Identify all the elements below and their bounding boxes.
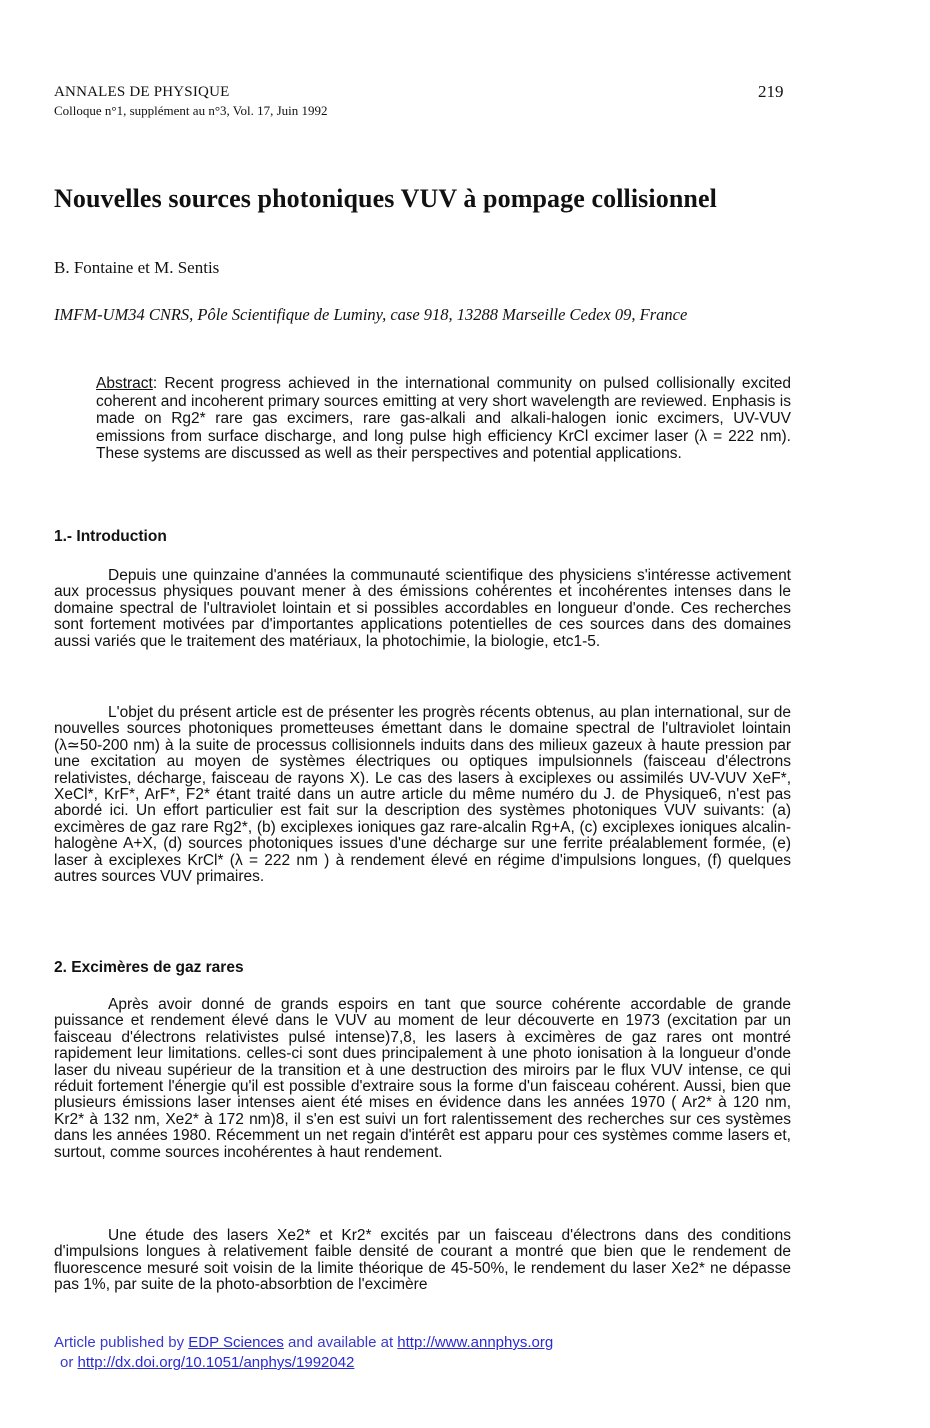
publisher-link[interactable]: EDP Sciences	[188, 1334, 284, 1351]
paragraph-intro-2: L'objet du présent article est de présenter les progrès récents obtenus, au plan international, sur de nouvelles sources photoniques prometteuses émettant dans le domaine spectral de l'ultraviolet lointain (λ≃50-200 nm) à la suite de processus collisionnels induits dans des milieux gazeux à haute pression par une excitation au moyen de systèmes électriques ou optiques impulsionnels (faisceau d'électrons relativistes, décharge, faisceau de rayons X). Le cas des lasers à exciplexes ou assimilés UV-VUV XeF*, XeCl*, KrF*, ArF*, F2* étant traité dans un autre article du même numéro du J. de Physique6, n'est pas abordé ici. Un effort particulier est fait sur la description des systèmes photoniques VUV suivants: (a) excimères de gaz rare Rg2*, (b) exciplexes ioniques gaz rare-alcalin Rg+A, (c) exciplexes ioniques alcalin-halogène A+X, (d) sources photoniques issues d'une décharge sur une ferrite préalablement formée, (e) laser à exciplexes KrCl* (λ = 222 nm ) à rendement élevé en régime d'impulsions longues, (f) quelques autres sources VUV primaires.	[54, 704, 791, 886]
paragraph-excimeres-2: Une étude des lasers Xe2* et Kr2* excités par un faisceau d'électrons dans des conditions d'impulsions longues à relativement faible densité de courant a montré que bien que le rendement de fluorescence mesuré soit voisin de la limite théorique de 45-50%, le rendement du laser Xe2* ne dépasse pas 1%, par suite de la photo-absorbtion de l'excimère	[54, 1227, 791, 1294]
abstract-label: Abstract	[96, 375, 153, 392]
paragraph-excimeres-1: Après avoir donné de grands espoirs en tant que source cohérente accordable de grande puissance et rendement élevé dans le VUV au moment de leur découverte en 1973 (excitation par un faisceau d'électrons relativistes pulsé intense)7,8, les lasers à excimères de gaz rares ont montré rapidement leur limitations. celles-ci sont dues principalement à une photo ionisation à la longueur d'onde laser du niveau supérieur de la transition et à une destruction des miroirs par le flux VUV intense, ce qui réduit fortement l'énergie qu'il est possible d'extraire sous la forme d'un faisceau cohérent. Aussi, bien que plusieurs émissions laser intenses aient été mises en évidence dans les années 1970 ( Ar2* à 120 nm, Kr2* à 132 nm, Xe2* à 172 nm)8, il s'en est suivi un fort ralentissement des recherches sur ces systèmes dans les années 1980. Récemment un net regain d'intérêt est apparu pour ces systèmes comme lasers et, surtout, comme sources incohérentes à haut rendement.	[54, 996, 791, 1161]
article-affiliation: IMFM-UM34 CNRS, Pôle Scientifique de Luminy, case 918, 13288 Marseille Cedex 09, France	[54, 305, 688, 324]
article-authors: B. Fontaine et M. Sentis	[54, 258, 220, 277]
journal-url-link[interactable]: http://www.annphys.org	[397, 1334, 554, 1351]
abstract	[96, 375, 791, 463]
paragraph-intro-1: Depuis une quinzaine d'années la communauté scientifique des physiciens s'intéresse activement aux processus physiques pouvant mener à des émissions cohérentes et incohérentes intenses dans le domaine spectral de l'ultraviolet lointain et si possibles accordables en longueur d'onde. Ces recherches sont fortement motivées par d'importantes applications potentielles de ces sources dans des domaines aussi variés que le traitement des matériaux, la photochimie, la biologie, etc1-5.	[54, 567, 791, 650]
abstract-text: : Recent progress achieved in the international community on pulsed collisionally excited coherent and incoherent primary sources emitting at very short wavelength are reviewed. Enphasis is made on Rg2* rare gas excimers, rare gas-alkali and alkali-halogen ionic excimers, UV-VUV emissions from surface discharge, and long pulse high efficiency KrCl excimer laser (λ = 222 nm). These systems are discussed as well as their perspectives and potential applications.	[96, 375, 791, 462]
footer-middle: and available at	[283, 1334, 398, 1351]
footer-line-2	[54, 1353, 553, 1373]
doi-link[interactable]: http://dx.doi.org/10.1051/anphys/1992042	[77, 1354, 355, 1371]
footer-prefix: Article published by	[54, 1334, 189, 1351]
article-title: Nouvelles sources photoniques VUV à pompage collisionnel	[54, 184, 717, 213]
journal-name: ANNALES DE PHYSIQUE	[54, 84, 230, 100]
section-heading-excimeres: 2. Excimères de gaz rares	[54, 959, 244, 976]
page-number: 219	[758, 82, 784, 101]
section-heading-introduction: 1.- Introduction	[54, 528, 167, 545]
colloque-info: Colloque n°1, supplément au n°3, Vol. 17, Juin 1992	[54, 103, 328, 118]
footer-line-1	[54, 1333, 553, 1353]
publication-footer	[54, 1333, 553, 1373]
footer-or: or	[60, 1354, 78, 1371]
